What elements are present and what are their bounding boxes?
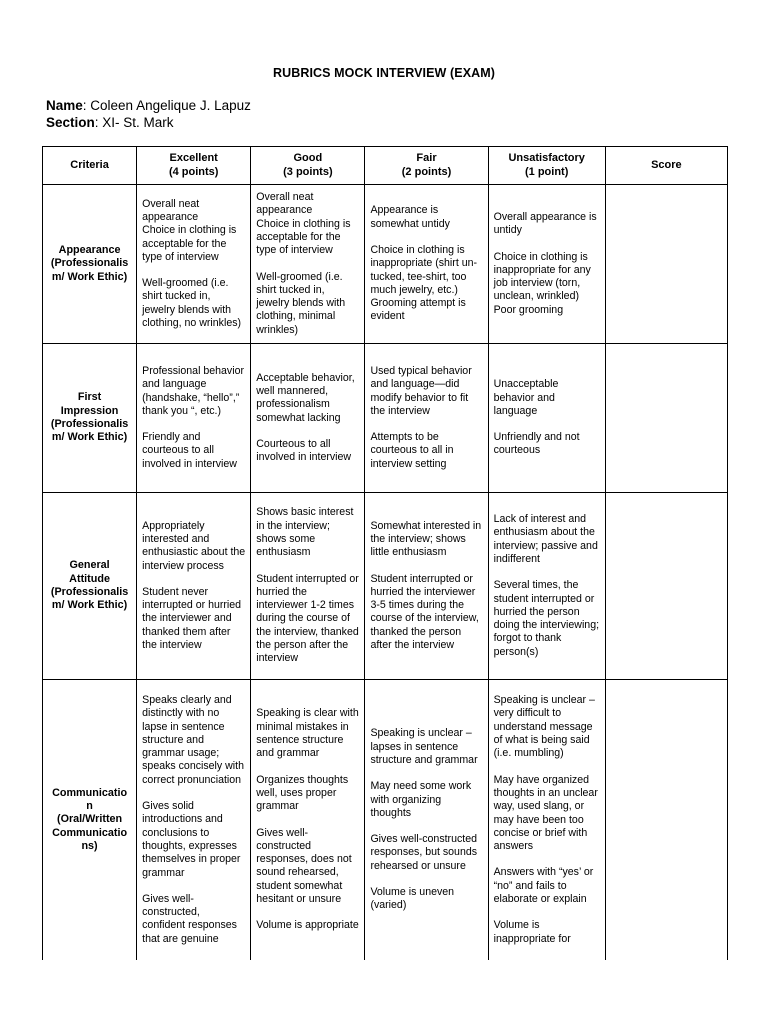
good-paragraph: Organizes thoughts well, uses proper grammar [256,773,349,813]
excellent-cell [137,185,251,344]
unsatisfactory-paragraph: Several times, the student interrupted or hurried the person doing the interviewing; forgot to thank person(s) [493,579,600,658]
good-paragraph: Volume is appropriate [256,919,359,932]
excellent-paragraph: Gives well-constructed, confident responses that are genuine [142,892,237,945]
good-paragraph: Student interrupted or hurried the interviewer 1-2 times during the course of the interview, thanked the person after the interview [256,572,359,665]
good-paragraph: Well-groomed (i.e. shirt tucked in, jewelry blends with clothing, minimal wrinkles) [256,270,346,336]
score-cell[interactable] [605,493,727,680]
document-title: RUBRICS MOCK INTERVIEW (EXAM) [272,66,496,80]
fair-paragraph: Appearance is somewhat untidy [370,204,450,230]
fair-paragraph: Gives well-constructed responses, but sounds rehearsed or unsure [370,833,478,872]
excellent-paragraph: Overall neat appearance Choice in clothing is acceptable for the type of interview [142,197,237,263]
score-cell[interactable] [605,185,727,344]
header-unsatisfactory: Unsatisfactory (1 point) [488,147,605,185]
criteria-cell: Appearance (Professionalis m/ Work Ethic) [43,185,137,344]
fair-paragraph: Speaking is unclear – lapses in sentence structure and grammar [370,727,478,766]
good-cell [251,185,365,344]
fair-cell [365,680,488,961]
excellent-paragraph: Gives solid introductions and conclusions to thoughts, expresses themselves in proper grammar [142,800,241,879]
student-name-line [46,98,251,114]
excellent-paragraph: Professional behavior and language (handshake, “hello”,” thank you “, etc.) [142,364,245,417]
good-paragraph: Speaking is clear with minimal mistakes in sentence structure and grammar [256,707,359,760]
header-criteria: Criteria [43,147,137,185]
fair-cell [365,344,488,493]
fair-paragraph: Used typical behavior and language—did modify behavior to fit the interview [370,364,472,417]
good-paragraph: Acceptable behavior, well mannered, professionalism somewhat lacking [256,371,355,424]
unsatisfactory-paragraph: Choice in clothing is inappropriate for any job interview (torn, unclean, wrinkled) Poor grooming [493,250,591,316]
table-row [43,680,728,961]
fair-paragraph: Somewhat interested in the interview; shows little enthusiasm [370,519,482,559]
good-cell [251,493,365,680]
fair-cell [365,185,488,344]
unsatisfactory-cell [488,680,605,961]
excellent-cell [137,493,251,680]
good-paragraph: Courteous to all involved in interview [256,437,352,464]
fair-paragraph: Volume is uneven (varied) [370,886,455,912]
rubric-table [42,146,728,960]
fair-paragraph: Student interrupted or hurried the interviewer 3-5 times during the course of the interview, thanked the person after the interview [370,572,479,652]
unsatisfactory-cell [488,344,605,493]
table-row [43,185,728,344]
criteria-cell: General Attitude (Professionalis m/ Work Ethic) [43,493,137,680]
excellent-cell [137,344,251,493]
criteria-cell: First Impression (Professionalis m/ Work Ethic) [43,344,137,493]
score-cell[interactable] [605,344,727,493]
student-section-line [46,115,174,131]
fair-paragraph: Choice in clothing is inappropriate (shirt un-tucked, tee-shirt, too much jewelry, etc.) Grooming attempt is evident [370,243,478,323]
table-row [43,344,728,493]
header-excellent: Excellent (4 points) [137,147,251,185]
excellent-paragraph: Well-groomed (i.e. shirt tucked in, jewelry blends with clothing, no wrinkles) [142,277,242,330]
good-paragraph: Shows basic interest in the interview; shows some enthusiasm [256,506,354,559]
name-label: Name [46,98,83,113]
excellent-paragraph: Appropriately interested and enthusiastic about the interview process [142,519,246,572]
name-value: : Coleen Angelique J. Lapuz [82,98,251,113]
unsatisfactory-paragraph: May have organized thoughts in an unclear way, used slang, or may have been too concise or brief with answers [493,773,598,853]
excellent-paragraph: Student never interrupted or hurried the interviewer and thanked them after the interview [142,585,242,652]
header-row [43,147,728,185]
good-paragraph: Overall neat appearance Choice in clothing is acceptable for the type of interview [256,191,351,257]
header-good: Good (3 points) [251,147,365,185]
unsatisfactory-paragraph: Overall appearance is untidy [493,210,597,237]
fair-paragraph: Attempts to be courteous to all in interview setting [370,431,454,470]
header-fair: Fair (2 points) [365,147,488,185]
header-score: Score [605,147,727,185]
unsatisfactory-paragraph: Unfriendly and not courteous [493,431,580,457]
table-row [43,493,728,680]
unsatisfactory-paragraph: Answers with “yes’ or “no” and fails to elaborate or explain [493,866,594,905]
unsatisfactory-paragraph: Volume is inappropriate for [493,919,571,945]
criteria-cell: Communicatio n (Oral/Written Communicatio ns) [43,680,137,961]
unsatisfactory-paragraph: Lack of interest and enthusiasm about the interview; passive and indifferent [493,513,598,565]
fair-cell [365,493,488,680]
fair-paragraph: May need some work with organizing thoughts [370,780,472,819]
score-cell[interactable] [605,680,727,961]
unsatisfactory-paragraph: Speaking is unclear – very difficult to understand message of what is being said (i.e. mumbling) [493,694,595,760]
section-value: : XI- St. Mark [94,115,174,130]
section-label: Section [46,115,95,130]
good-cell [251,680,365,961]
good-cell [251,344,365,493]
unsatisfactory-cell [488,493,605,680]
unsatisfactory-paragraph: Unacceptable behavior and language [493,378,559,417]
unsatisfactory-cell [488,185,605,344]
excellent-paragraph: Speaks clearly and distinctly with no lapse in sentence structure and grammar usage; speaks concisely with correct pronunciation [142,693,244,786]
excellent-paragraph: Friendly and courteous to all involved in interview [142,431,237,470]
excellent-cell [137,680,251,961]
good-paragraph: Gives well-constructed responses, does not sound rehearsed, student somewhat hesitant or unsure [256,826,352,905]
